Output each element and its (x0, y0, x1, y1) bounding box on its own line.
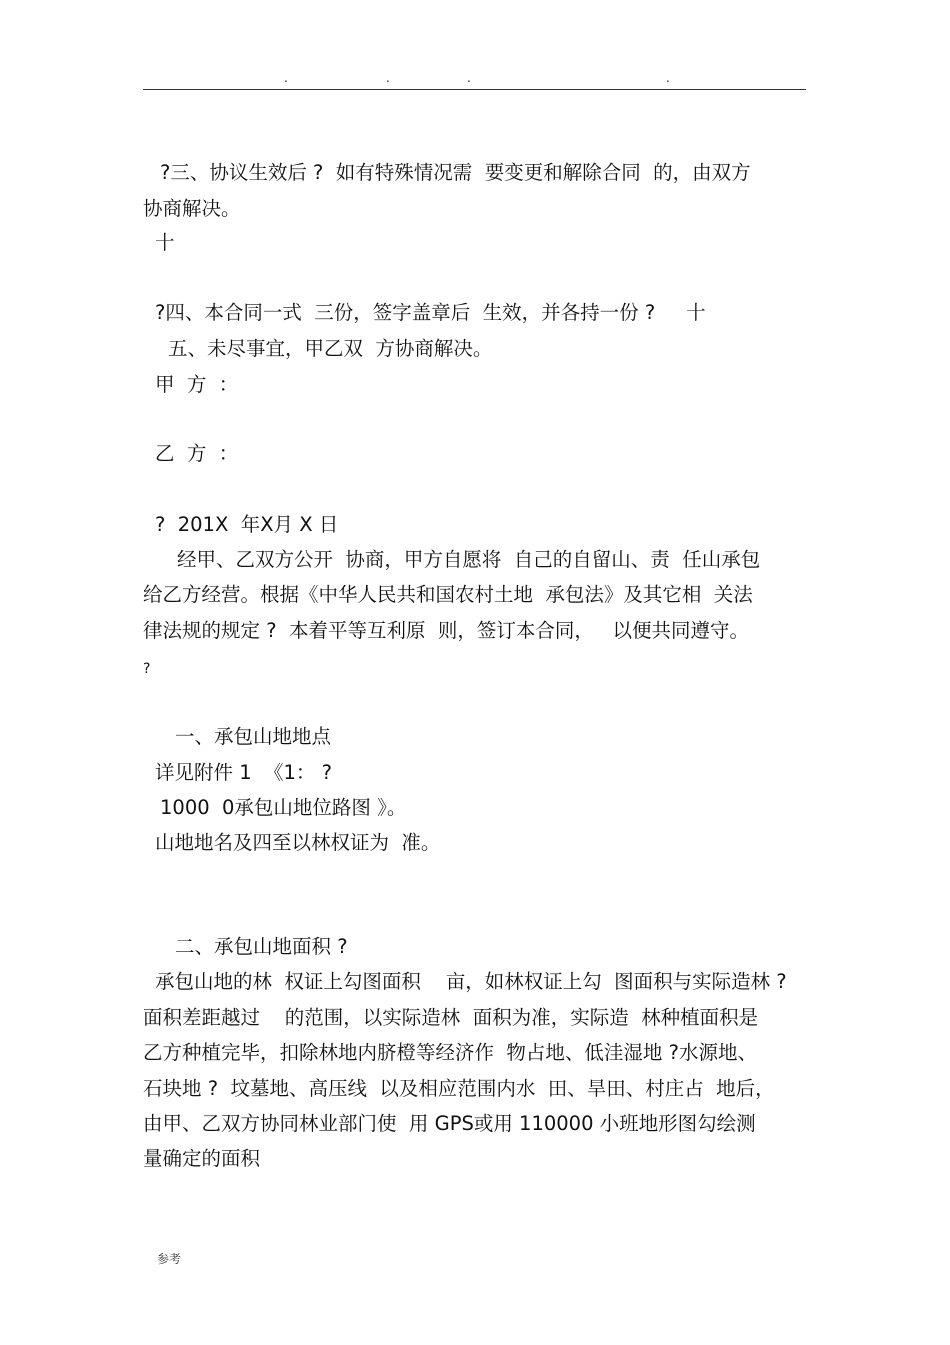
section-2-line-1: 承包山地的林 权证上勾图面积 亩，如林权证上勾 图面积与实际造林 ? (155, 970, 787, 993)
date-line: ? 201X 年X月 X 日 (155, 513, 339, 536)
header-rule (143, 89, 806, 90)
footer-label: 参考 (157, 1252, 182, 1266)
section-2-line-3: 乙方种植完毕，扣除林地内脐橙等经济作 物占地、低洼湿地 ?水源地、 (143, 1041, 757, 1064)
stray-mark: ? (143, 661, 151, 677)
party-b-label: 乙 方 ： (155, 442, 239, 465)
clause-4: ?四、本合同一式 三份，签字盖章后 生效，并各持一份 ? 十 (155, 301, 706, 324)
section-1-line-1: 详见附件 1 《1： ? (155, 761, 332, 784)
clause-5: 五、未尽事宜，甲乙双 方协商解决。 (168, 337, 493, 360)
section-2-line-6: 量确定的面积 (143, 1147, 261, 1170)
clause-3-line-1: ?三、协议生效后 ? 如有特殊情况需 要变更和解除合同 的，由双方 (160, 161, 751, 184)
intro-line-2: 给乙方经营。根据《中华人民共和国农村土地 承包法》及其它相 关法 (143, 583, 753, 606)
party-a-label: 甲 方 ： (155, 373, 239, 396)
section-1-heading: 一、承包山地地点 (175, 725, 332, 748)
header-dot: . (386, 71, 390, 85)
intro-line-1: 经甲、乙双方公开 协商，甲方自愿将 自己的自留山、责 任山承包 (177, 548, 761, 571)
header-dot: . (284, 71, 288, 85)
header-dot: . (467, 71, 471, 85)
section-2-line-5: 由甲、乙双方协同林业部门使 用 GPS或用 110000 小班地形图勾绘测 (143, 1112, 756, 1135)
header-dots (0, 72, 950, 86)
separator-mark: 十 (155, 231, 175, 254)
section-2-line-4: 石块地 ? 坟墓地、高压线 以及相应范围内水 田、旱田、村庄占 地后， (143, 1077, 775, 1100)
section-2-heading: 二、承包山地面积 ? (175, 935, 348, 958)
clause-3-line-2: 协商解决。 (143, 197, 241, 220)
header-dot: . (666, 71, 670, 85)
section-2-line-2: 面积差距越过 的范围，以实际造林 面积为准，实际造 林种植面积是 (143, 1006, 759, 1029)
intro-line-3: 律法规的规定 ? 本着平等互利原 则，签订本合同， 以便共同遵守。 (143, 619, 749, 642)
section-1-line-2: 1000 0承包山地位路图 》。 (160, 796, 407, 819)
section-1-line-3: 山地地名及四至以林权证为 准。 (155, 831, 441, 854)
